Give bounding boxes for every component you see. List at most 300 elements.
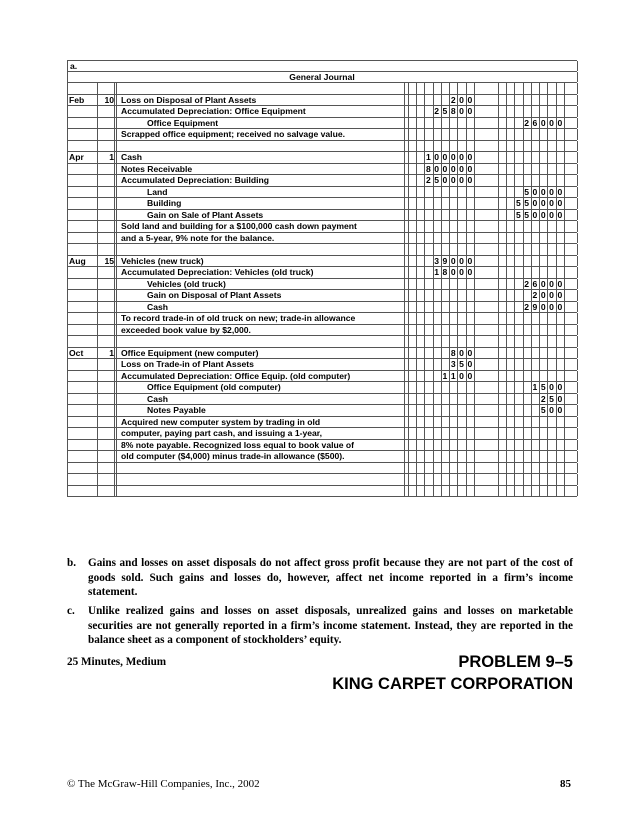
digit-rule [474, 118, 475, 129]
journal-line [67, 313, 577, 325]
credit-amount-digit: 0 [549, 382, 554, 392]
digit-rule [457, 440, 458, 451]
debit-amount-digit: 0 [467, 347, 473, 358]
digit-rule [547, 129, 548, 140]
digit-rule [408, 152, 409, 163]
digit-rule [564, 451, 565, 462]
digit-rule [433, 95, 434, 106]
account-description: Scrapped office equipment; received no salvage value. [121, 129, 345, 139]
digit-rule [408, 233, 409, 244]
border-rule [67, 152, 68, 163]
border-rule [577, 451, 578, 462]
credit-amount-digit: 2 [524, 278, 530, 289]
column-rule [114, 164, 115, 175]
digit-rule [474, 440, 475, 451]
digit-rule [547, 348, 548, 359]
digit-rule [498, 348, 499, 359]
digit-rule [547, 233, 548, 244]
border-rule [577, 336, 578, 347]
digit-rule [498, 279, 499, 290]
digit-rule [531, 405, 532, 416]
debit-amount-digit: 0 [450, 152, 456, 162]
digit-rule [539, 164, 540, 175]
section-label: a. [70, 61, 78, 71]
digit-rule [556, 313, 557, 324]
debit-amount-digit: 0 [459, 267, 464, 277]
digit-rule [506, 290, 507, 301]
digit-rule [424, 382, 425, 393]
digit-rule [556, 129, 557, 140]
digit-rule [433, 405, 434, 416]
digit-rule [547, 152, 548, 163]
digit-rule [523, 244, 524, 255]
digit-rule [416, 382, 417, 393]
digit-rule [539, 371, 540, 382]
answer-c [67, 604, 573, 648]
digit-rule [424, 313, 425, 324]
digit-rule [457, 486, 458, 497]
digit-rule [556, 463, 557, 474]
digit-rule [416, 118, 417, 129]
digit-rule [506, 95, 507, 106]
digit-rule [457, 210, 458, 221]
digit-rule [441, 221, 442, 232]
credit-amount-digit: 0 [557, 278, 563, 289]
digit-rule [556, 486, 557, 497]
column-rule [116, 382, 117, 393]
digit-rule [506, 474, 507, 485]
journal-line [67, 359, 577, 371]
debit-amount-digit: 0 [450, 163, 456, 174]
digit-rule [424, 302, 425, 313]
column-rule [116, 198, 117, 209]
column-rule [404, 313, 405, 324]
digit-rule [523, 152, 524, 163]
column-rule [116, 279, 117, 290]
column-rule [404, 118, 405, 129]
digit-rule [433, 129, 434, 140]
digit-rule [424, 279, 425, 290]
border-rule [67, 474, 68, 485]
digit-rule [514, 371, 515, 382]
column-rule [404, 359, 405, 370]
column-rule [404, 233, 405, 244]
digit-rule [498, 313, 499, 324]
digit-rule [514, 290, 515, 301]
account-description: and a 5-year, 9% note for the balance. [121, 232, 275, 243]
digit-rule [564, 256, 565, 267]
column-rule [97, 164, 98, 175]
digit-rule [506, 279, 507, 290]
digit-rule [523, 336, 524, 347]
digit-rule [408, 118, 409, 129]
digit-rule [523, 95, 524, 106]
journal-line [67, 382, 577, 394]
digit-rule [556, 371, 557, 382]
digit-rule [498, 359, 499, 370]
digit-rule [547, 164, 548, 175]
digit-rule [416, 371, 417, 382]
credit-amount-digit: 5 [540, 405, 546, 415]
digit-rule [556, 152, 557, 163]
digit-rule [416, 210, 417, 221]
digit-rule [547, 175, 548, 186]
problem-heading [332, 651, 573, 695]
digit-rule [523, 382, 524, 393]
digit-rule [498, 221, 499, 232]
debit-amount-digit: 0 [467, 359, 473, 369]
digit-rule [498, 405, 499, 416]
digit-rule [539, 348, 540, 359]
column-rule [97, 290, 98, 301]
credit-amount-digit: 6 [532, 278, 538, 289]
digit-rule [474, 290, 475, 301]
digit-rule [408, 325, 409, 336]
digit-rule [424, 210, 425, 221]
digit-rule [498, 106, 499, 117]
debit-amount-digit: 3 [450, 359, 456, 369]
digit-rule [424, 187, 425, 198]
digit-rule [564, 233, 565, 244]
border-rule [577, 267, 578, 278]
digit-rule [424, 405, 425, 416]
digit-rule [523, 463, 524, 474]
digit-rule [523, 394, 524, 405]
digit-rule [556, 141, 557, 152]
border-rule [67, 451, 68, 462]
credit-amount-digit: 1 [532, 382, 538, 392]
border-rule [577, 405, 578, 416]
digit-rule [539, 440, 540, 451]
digit-rule [514, 313, 515, 324]
digit-rule [498, 371, 499, 382]
debit-amount-digit: 8 [450, 106, 456, 116]
column-rule [97, 141, 98, 152]
digit-rule [514, 325, 515, 336]
digit-rule [474, 313, 475, 324]
digit-rule [514, 244, 515, 255]
debit-amount-digit: 0 [459, 106, 464, 116]
digit-rule [424, 106, 425, 117]
debit-amount-digit: 8 [450, 347, 456, 358]
column-rule [97, 474, 98, 485]
digit-rule [466, 129, 467, 140]
digit-rule [514, 256, 515, 267]
digit-rule [498, 233, 499, 244]
column-rule [114, 348, 115, 359]
border-rule [67, 486, 68, 497]
credit-amount-digit: 5 [524, 186, 530, 197]
debit-amount-digit: 5 [459, 359, 464, 369]
digit-rule [506, 428, 507, 439]
digit-rule [506, 233, 507, 244]
digit-rule [408, 405, 409, 416]
digit-rule [539, 106, 540, 117]
digit-rule [539, 313, 540, 324]
digit-rule [416, 428, 417, 439]
column-rule [404, 279, 405, 290]
entry-month: Oct [69, 347, 84, 358]
entry-month: Feb [69, 94, 85, 105]
digit-rule [498, 129, 499, 140]
digit-rule [424, 244, 425, 255]
digit-rule [547, 267, 548, 278]
digit-rule [416, 348, 417, 359]
column-rule [97, 233, 98, 244]
digit-rule [466, 279, 467, 290]
border-rule [577, 348, 578, 359]
debit-amount-digit: 0 [467, 94, 473, 105]
credit-amount-digit: 0 [532, 209, 538, 220]
digit-rule [433, 221, 434, 232]
digit-rule [408, 95, 409, 106]
digit-rule [531, 141, 532, 152]
credit-amount-digit: 0 [557, 382, 563, 392]
digit-rule [424, 141, 425, 152]
digit-rule [474, 359, 475, 370]
digit-rule [506, 463, 507, 474]
digit-rule [523, 348, 524, 359]
digit-rule [441, 244, 442, 255]
digit-rule [408, 210, 409, 221]
column-rule [404, 371, 405, 382]
journal-line [67, 325, 577, 337]
digit-rule [424, 348, 425, 359]
border-rule [67, 267, 68, 278]
digit-rule [523, 371, 524, 382]
border-rule [67, 187, 68, 198]
border-rule [67, 371, 68, 382]
border-rule [577, 290, 578, 301]
digit-rule [523, 267, 524, 278]
digit-rule [474, 382, 475, 393]
digit-rule [433, 474, 434, 485]
digit-rule [514, 348, 515, 359]
journal-line [67, 302, 577, 314]
digit-rule [539, 325, 540, 336]
column-rule [114, 187, 115, 198]
journal-title: General Journal [289, 71, 355, 82]
column-rule [97, 428, 98, 439]
column-rule [114, 451, 115, 462]
credit-amount-digit: 0 [540, 278, 546, 289]
digit-rule [539, 417, 540, 428]
credit-amount-digit: 0 [549, 186, 554, 197]
digit-rule [531, 221, 532, 232]
credit-amount-digit: 0 [557, 301, 563, 312]
digit-rule [523, 325, 524, 336]
debit-amount-digit: 0 [467, 152, 473, 162]
journal-line [67, 371, 577, 383]
column-rule [116, 152, 117, 163]
border-rule [67, 359, 68, 370]
debit-amount-digit: 0 [459, 94, 464, 105]
digit-rule [564, 129, 565, 140]
digit-rule [514, 164, 515, 175]
credit-amount-digit: 0 [557, 405, 563, 415]
digit-rule [514, 279, 515, 290]
border-rule [577, 440, 578, 451]
border-rule [67, 348, 68, 359]
debit-amount-digit: 0 [450, 175, 456, 185]
credit-amount-digit: 0 [540, 198, 546, 208]
blank-row [67, 486, 577, 498]
digit-rule [441, 440, 442, 451]
digit-rule [506, 129, 507, 140]
credit-amount-digit: 0 [557, 117, 563, 128]
digit-rule [449, 463, 450, 474]
column-rule [404, 187, 405, 198]
digit-rule [457, 336, 458, 347]
digit-rule [433, 463, 434, 474]
digit-rule [457, 417, 458, 428]
column-rule [116, 233, 117, 244]
digit-rule [547, 106, 548, 117]
journal-line [67, 210, 577, 222]
digit-rule [531, 267, 532, 278]
digit-rule [523, 106, 524, 117]
digit-rule [408, 474, 409, 485]
digit-rule [506, 221, 507, 232]
digit-rule [416, 336, 417, 347]
column-rule [114, 141, 115, 152]
digit-rule [424, 95, 425, 106]
digit-rule [514, 428, 515, 439]
border-rule [67, 382, 68, 393]
digit-rule [556, 233, 557, 244]
column-rule [114, 175, 115, 186]
digit-rule [408, 440, 409, 451]
column-rule [116, 394, 117, 405]
digit-rule [466, 233, 467, 244]
digit-rule [424, 486, 425, 497]
column-rule [114, 440, 115, 451]
credit-amount-digit: 5 [515, 198, 521, 208]
digit-rule [506, 210, 507, 221]
border-rule [67, 336, 68, 347]
digit-rule [408, 244, 409, 255]
digit-rule [449, 290, 450, 301]
digit-rule [441, 290, 442, 301]
blank-row [67, 244, 577, 256]
digit-rule [531, 474, 532, 485]
digit-rule [474, 279, 475, 290]
border-rule [577, 428, 578, 439]
digit-rule [531, 175, 532, 186]
digit-rule [514, 233, 515, 244]
digit-rule [564, 428, 565, 439]
credit-amount-digit: 0 [532, 186, 538, 197]
column-rule [114, 302, 115, 313]
journal-line [67, 95, 577, 107]
digit-rule [466, 83, 467, 94]
credit-amount-digit: 2 [540, 393, 546, 404]
problem-number: PROBLEM 9–5 [458, 653, 573, 671]
digit-rule [539, 267, 540, 278]
digit-rule [441, 233, 442, 244]
journal-line [67, 256, 577, 268]
digit-rule [523, 405, 524, 416]
border-rule [67, 118, 68, 129]
digit-rule [466, 440, 467, 451]
column-rule [114, 256, 115, 267]
column-rule [97, 325, 98, 336]
debit-amount-digit: 0 [467, 106, 473, 116]
digit-rule [514, 83, 515, 94]
account-description: Cash [147, 393, 169, 404]
journal-line [67, 106, 577, 118]
border-rule [577, 129, 578, 140]
column-rule [114, 152, 115, 163]
border-rule [577, 474, 578, 485]
digit-rule [539, 336, 540, 347]
footer-copyright: © The McGraw-Hill Companies, Inc., 2002 [67, 778, 260, 790]
digit-rule [441, 210, 442, 221]
digit-rule [523, 175, 524, 186]
digit-rule [539, 451, 540, 462]
digit-rule [424, 394, 425, 405]
account-description: Land [147, 186, 168, 197]
digit-rule [564, 187, 565, 198]
digit-rule [498, 210, 499, 221]
digit-rule [457, 221, 458, 232]
digit-rule [449, 474, 450, 485]
journal-title-row [67, 72, 577, 84]
border-rule [577, 313, 578, 324]
debit-amount-digit: 0 [434, 163, 440, 174]
digit-rule [466, 118, 467, 129]
digit-rule [539, 428, 540, 439]
border-rule [577, 417, 578, 428]
border-rule [577, 233, 578, 244]
digit-rule [547, 325, 548, 336]
digit-rule [506, 486, 507, 497]
journal-line [67, 267, 577, 279]
column-rule [114, 405, 115, 416]
digit-rule [433, 417, 434, 428]
credit-amount-digit: 5 [524, 209, 530, 220]
digit-rule [466, 290, 467, 301]
digit-rule [523, 233, 524, 244]
digit-rule [408, 463, 409, 474]
digit-rule [498, 486, 499, 497]
digit-rule [408, 302, 409, 313]
column-rule [116, 348, 117, 359]
column-rule [404, 451, 405, 462]
column-rule [404, 486, 405, 497]
border-rule [577, 152, 578, 163]
digit-rule [408, 221, 409, 232]
digit-rule [416, 141, 417, 152]
digit-rule [433, 198, 434, 209]
blank-row [67, 336, 577, 348]
credit-amount-digit: 0 [540, 186, 546, 197]
border-rule [67, 244, 68, 255]
digit-rule [539, 141, 540, 152]
digit-rule [531, 359, 532, 370]
digit-rule [564, 210, 565, 221]
digit-rule [416, 440, 417, 451]
digit-rule [466, 198, 467, 209]
column-rule [116, 440, 117, 451]
digit-rule [433, 118, 434, 129]
digit-rule [506, 267, 507, 278]
digit-rule [474, 106, 475, 117]
digit-rule [547, 221, 548, 232]
account-description: computer, paying part cash, and issuing a 1-year, [121, 428, 323, 438]
digit-rule [531, 164, 532, 175]
column-rule [97, 405, 98, 416]
